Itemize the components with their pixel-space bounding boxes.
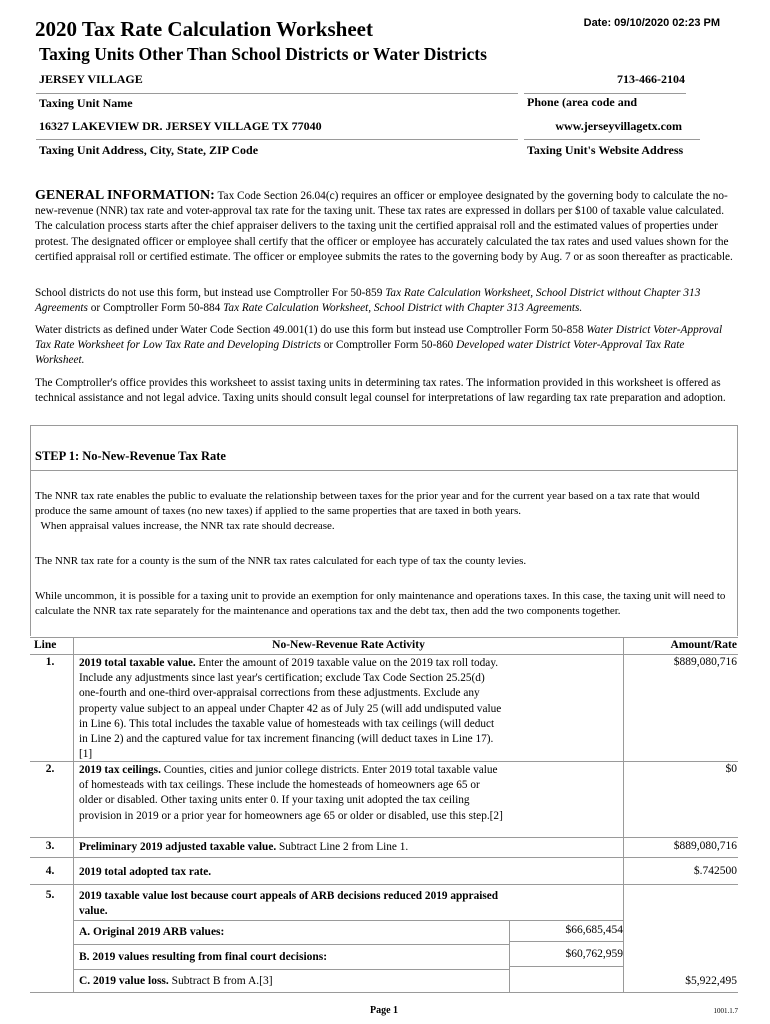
step1-heading: STEP 1: No-New-Revenue Tax Rate: [35, 449, 226, 463]
line-number: 3.: [45, 840, 55, 852]
line-number: 5.: [45, 889, 55, 901]
taxing-unit-name-value: JERSEY VILLAGE: [39, 72, 143, 86]
col-line-header: Line: [34, 639, 57, 651]
address-label: Taxing Unit Address, City, State, ZIP Code: [39, 143, 259, 157]
step1-box-right: [737, 425, 738, 636]
print-date: Date: 09/10/2020 02:23 PM: [583, 17, 720, 29]
website-underline: [524, 139, 700, 140]
subline-b-value: $60,762,959: [565, 948, 623, 960]
subline-c-label: C. 2019 value loss. Subtract B from A.[3]: [79, 975, 273, 987]
row-activity: 2019 total taxable value. Enter the amount of 2019 taxable value on the 2019 tax roll today. Include any adjustments since last year's certification; exclude Tax Code Section 25.25(d) one-fourth and one-third over-appraisal corrections from these adjustments. Exclude any property value subject to an appeal under Chapter 42 as of July 25 (will add undisputed value in Line 6). This total includes the taxable value of homesteads with tax ceilings (will deduct in Line 2) and the captured value for tax increment financing (will deduct taxes in Line 17).[1]: [79, 657, 502, 761]
step1-intro: The NNR tax rate enables the public to evaluate the relationship between taxes for the prior year and for the current year based on a tax rate that would produce the same amount of taxes (no new taxes) if applied to the same properties that are taxed in both years. When appraisal values increase, the NNR tax rate should decrease.: [35, 490, 700, 533]
line-number: 1.: [45, 656, 55, 668]
step1-county-note: The NNR tax rate for a county is the sum of the NNR tax rates calculated for each type of tax the county levies.: [35, 555, 527, 567]
row-activity: 2019 tax ceilings. Counties, cities and junior college districts. Enter 2019 total taxable value of homesteads with tax ceilings. These include the homesteads of homeowners age 65 or older or disabled. Other taxing units enter 0. If your taxing unit adopted the tax ceiling provision in 2019 or a prior year for homeowners age 65 or older or disabled, use this step.[2]: [79, 764, 503, 822]
general-info-heading: GENERAL INFORMATION:: [35, 188, 215, 203]
address-underline: [36, 139, 518, 140]
website-label: Taxing Unit's Website Address: [527, 143, 684, 157]
row-amount: $889,080,716: [673, 656, 737, 668]
subline-b-label: B. 2019 values resulting from final court decisions:: [79, 951, 328, 963]
name-underline: [36, 93, 518, 94]
page-title: 2020 Tax Rate Calculation Worksheet: [35, 17, 373, 41]
water-districts-paragraph: Water districts as defined under Water Code Section 49.001(1) do use this form but instead use Comptroller Form 50-858 Water District Voter-Approval Tax Rate Worksheet for Low Tax Rate and Developing Districts or Comptroller Form 50-860 Developed water District Voter-Approval Tax Rate Worksheet.: [35, 324, 723, 367]
line-number: 4.: [45, 865, 55, 877]
subline-a-label: A. Original 2019 ARB values:: [79, 926, 225, 938]
row-activity: 2019 total adopted tax rate.: [79, 866, 212, 878]
row-activity: Preliminary 2019 adjusted taxable value. Subtract Line 2 from Line 1.: [79, 841, 409, 853]
taxing-unit-name-label: Taxing Unit Name: [39, 96, 133, 110]
step1-heading-rule: [30, 470, 738, 471]
phone-label: Phone (area code and: [527, 95, 638, 109]
school-districts-paragraph: School districts do not use this form, but instead use Comptroller For 50-859 Tax Rate Calculation Worksheet, School District without Chapter 313 Agreements or Comptroller Form 50-884 Tax Rate Calculation Worksheet, School District with Chapter 313 Agreements.: [35, 287, 701, 315]
website-value: www.jerseyvillagetx.com: [555, 119, 682, 133]
row-amount: $.742500: [693, 865, 737, 877]
address-value: 16327 LAKEVIEW DR. JERSEY VILLAGE TX 77040: [39, 119, 322, 133]
row-amount: $889,080,716: [673, 840, 737, 852]
line-number: 2.: [45, 763, 55, 775]
step1-box-top: [30, 425, 738, 426]
step1-exemption-note: While uncommon, it is possible for a taxing unit to provide an exemption for only maintenance and operations taxes. In this case, the taxing unit will need to calculate the NNR tax rate separately for the maintenance and operations tax and the debt tax, then add the two components together.: [35, 590, 726, 618]
subline-a-value: $66,685,454: [565, 924, 623, 936]
step1-box-left: [30, 425, 31, 636]
form-code: 1001.1.7: [713, 1007, 738, 1015]
subline-c-value: $5,922,495: [685, 975, 737, 987]
comptroller-paragraph: The Comptroller's office provides this worksheet to assist taxing units in determining tax rates. The information provided in this worksheet is offered as technical assistance and not legal advice. Taxing units should consult legal counsel for interpretations of law regarding tax rate preparation and adoption.: [35, 377, 726, 405]
col-amount-header: Amount/Rate: [670, 639, 737, 651]
row-activity: 2019 taxable value lost because court appeals of ARB decisions reduced 2019 appraised value.: [79, 890, 499, 918]
page-subtitle: Taxing Units Other Than School Districts or Water Districts: [39, 44, 487, 64]
general-info-paragraph: GENERAL INFORMATION: Tax Code Section 26.04(c) requires an officer or employee designated by the governing body to calculate the no-new-revenue (NNR) tax rate and voter-approval tax rate for the taxing unit. These tax rates are expressed in dollars per $100 of taxable value calculated. The calculation process starts after the chief appraiser delivers to the taxing unit the certified appraisal roll and the estimated values of properties under protest. The designated officer or employee shall certify that the officer or employee has accurately calculated the tax rates and used values shown for the certified appraisal roll or certified estimate. The officer or employee submits the rates to the governing body by Aug. 7 or as soon thereafter as practicable.: [35, 188, 733, 263]
col-activity-header: No-New-Revenue Rate Activity: [272, 639, 425, 651]
phone-underline: [524, 93, 686, 94]
row-amount: $0: [725, 763, 737, 775]
page-number: Page 1: [370, 1005, 399, 1016]
phone-value: 713-466-2104: [617, 72, 685, 86]
